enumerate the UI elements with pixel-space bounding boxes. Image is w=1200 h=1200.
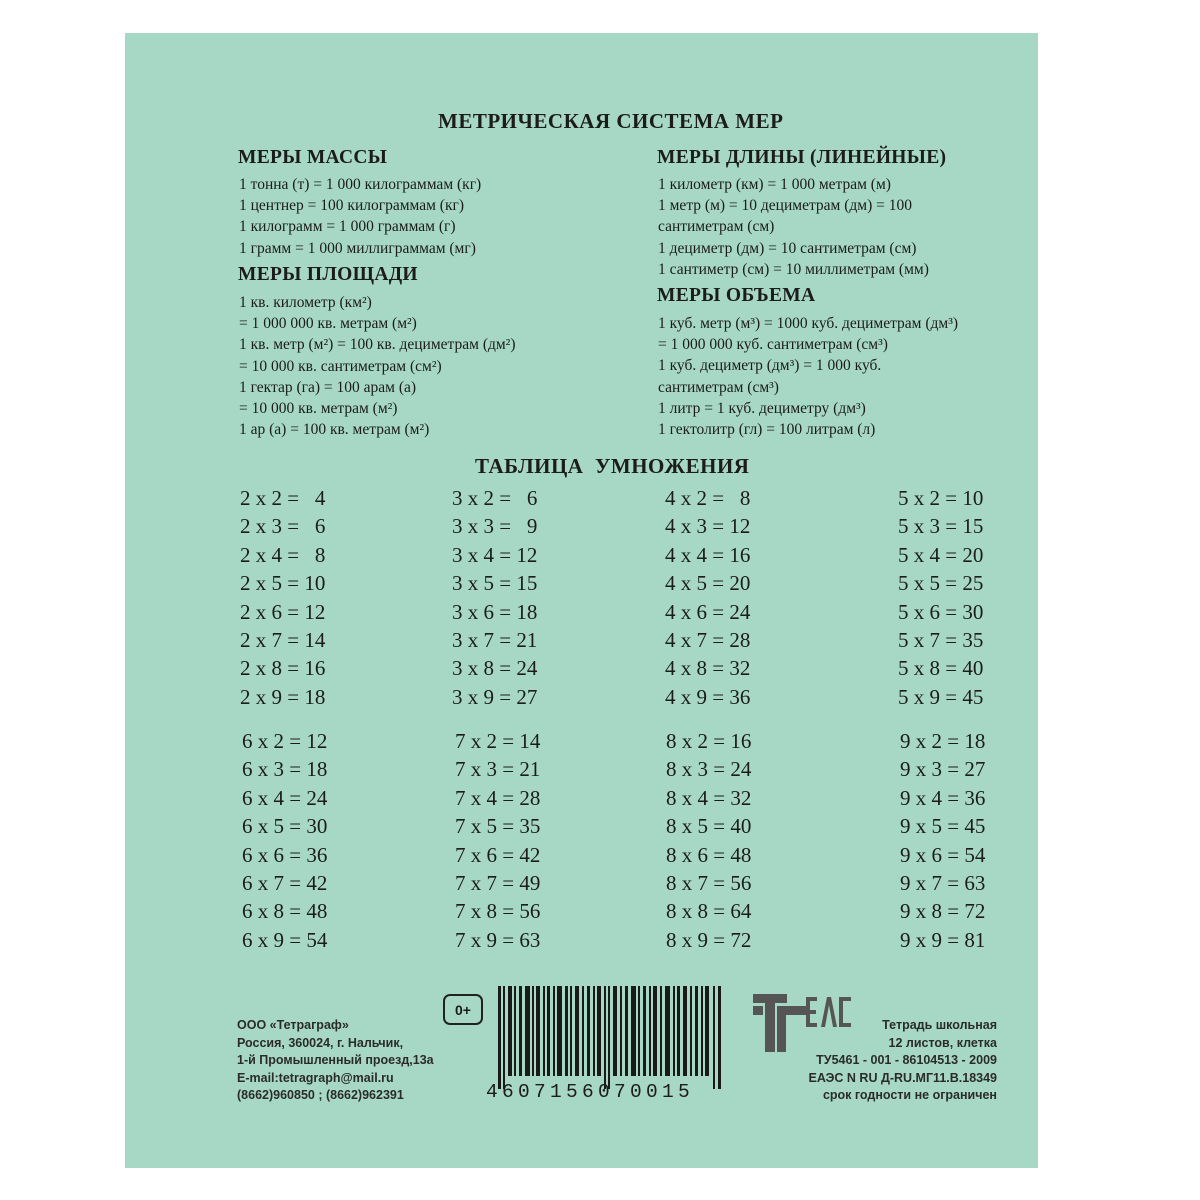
multiplication-row: 8 х 2 = 16	[666, 729, 752, 753]
barcode-number: 4607156070015	[486, 1081, 695, 1103]
product-line: ЕАЭС N RU Д-RU.МГ11.В.18349	[808, 1070, 997, 1085]
area-line: = 1 000 000 кв. метрам (м²)	[239, 315, 417, 333]
mass-heading: МЕРЫ МАССЫ	[238, 147, 388, 168]
multiplication-row: 2 х 4 = 8	[240, 542, 326, 567]
multiplication-row: 7 х 8 = 56	[455, 899, 541, 924]
multiplication-row: 2 х 6 = 12	[240, 599, 326, 624]
length-line: сантиметрам (см)	[658, 218, 775, 236]
multiplication-row: 4 х 7 = 28	[665, 628, 751, 653]
multiplication-row: 9 х 6 = 54	[900, 842, 986, 867]
length-list	[658, 174, 929, 280]
area-line: 1 кв. метр (м²) = 100 кв. дециметрам (дм²)	[239, 336, 516, 354]
multiplication-row: 7 х 2 = 14	[455, 729, 541, 753]
multiplication-row: 3 х 2 = 6	[452, 486, 538, 510]
multiplication-row: 6 х 6 = 36	[242, 842, 328, 867]
multiplication-row: 8 х 6 = 48	[666, 842, 752, 867]
multiplication-column-7	[455, 727, 540, 954]
multiplication-row: 6 х 4 = 24	[242, 785, 328, 810]
multiplication-row: 6 х 7 = 42	[242, 871, 328, 896]
area-line: = 10 000 кв. метрам (м²)	[239, 400, 398, 418]
multiplication-row: 6 х 8 = 48	[242, 899, 328, 924]
multiplication-row: 8 х 5 = 40	[666, 814, 752, 839]
length-line: 1 метр (м) = 10 дециметрам (дм) = 100	[658, 197, 912, 215]
multiplication-column-9	[900, 727, 985, 954]
multiplication-row: 4 х 9 = 36	[665, 684, 751, 709]
multiplication-row: 5 х 2 = 10	[898, 486, 984, 510]
multiplication-row: 8 х 8 = 64	[666, 899, 752, 924]
product-line: ТУ5461 - 001 - 86104513 - 2009	[816, 1053, 997, 1067]
volume-line: 1 литр = 1 куб. дециметру (дм³)	[658, 399, 866, 417]
multiplication-row: 6 х 9 = 54	[242, 927, 328, 952]
area-line: 1 гектар (га) = 100 арам (а)	[239, 378, 417, 396]
multiplication-row: 3 х 8 = 24	[452, 656, 538, 681]
area-line: 1 ар (а) = 100 кв. метрам (м²)	[239, 421, 430, 439]
multiplication-row: 6 х 2 = 12	[242, 729, 328, 753]
multiplication-column-5	[898, 484, 983, 711]
multiplication-row: 5 х 8 = 40	[898, 656, 984, 681]
volume-line: сантиметрам (см³)	[658, 378, 779, 396]
multiplication-row: 6 х 5 = 30	[242, 814, 328, 839]
volume-heading: МЕРЫ ОБЪЕМА	[657, 285, 816, 306]
multiplication-row: 5 х 4 = 20	[898, 542, 984, 567]
length-line: 1 километр (км) = 1 000 метрам (м)	[658, 176, 891, 193]
publisher-line: 1-й Промышленный проезд,13а	[237, 1053, 434, 1067]
mass-line: 1 килограмм = 1 000 граммам (г)	[239, 218, 456, 236]
volume-line: 1 гектолитр (гл) = 100 литрам (л)	[658, 421, 876, 439]
barcode-icon	[498, 986, 724, 1089]
multiplication-column-4	[665, 484, 750, 711]
multiplication-row: 2 х 3 = 6	[240, 514, 326, 539]
multiplication-row: 5 х 3 = 15	[898, 514, 984, 539]
product-line: срок годности не ограничен	[822, 1088, 997, 1102]
mass-line: 1 тонна (т) = 1 000 килограммам (кг)	[239, 176, 482, 193]
multiplication-row: 4 х 6 = 24	[665, 599, 751, 624]
publisher-line: (8662)960850 ; (8662)962391	[237, 1088, 404, 1102]
multiplication-row: 8 х 4 = 32	[666, 785, 752, 810]
multiplication-row: 4 х 4 = 16	[665, 542, 751, 567]
multiplication-row: 4 х 2 = 8	[665, 486, 751, 510]
multiplication-row: 3 х 6 = 18	[452, 599, 538, 624]
mass-line: 1 грамм = 1 000 миллиграммам (мг)	[239, 239, 476, 257]
multiplication-row: 3 х 3 = 9	[452, 514, 538, 539]
multiplication-row: 9 х 8 = 72	[900, 899, 986, 924]
multiplication-column-3	[452, 484, 537, 711]
mass-line: 1 центнер = 100 килограммам (кг)	[239, 197, 464, 215]
product-line: Тетрадь школьная	[882, 1018, 997, 1032]
multiplication-row: 7 х 6 = 42	[455, 842, 541, 867]
publisher-line: Россия, 360024, г. Нальчик,	[237, 1035, 404, 1050]
multiplication-row: 8 х 3 = 24	[666, 757, 752, 782]
page-title: МЕТРИЧЕСКАЯ СИСТЕМА МЕР	[438, 109, 784, 133]
publisher-line: E-mail:tetragraph@mail.ru	[237, 1070, 394, 1085]
multiplication-row: 2 х 2 = 4	[240, 486, 326, 510]
publisher-line: ООО «Тетраграф»	[237, 1018, 349, 1032]
length-line: 1 сантиметр (см) = 10 миллиметрам (мм)	[658, 260, 929, 278]
publisher-info	[237, 1017, 434, 1105]
multiplication-row: 8 х 7 = 56	[666, 871, 752, 896]
multiplication-row: 5 х 5 = 25	[898, 571, 984, 596]
mass-list	[239, 174, 481, 259]
multiplication-row: 3 х 4 = 12	[452, 542, 538, 567]
multiplication-row: 8 х 9 = 72	[666, 927, 752, 952]
multiplication-row: 3 х 9 = 27	[452, 684, 538, 709]
multiplication-row: 5 х 6 = 30	[898, 599, 984, 624]
multiplication-row: 2 х 8 = 16	[240, 656, 326, 681]
age-rating-badge: 0+	[443, 994, 483, 1025]
multiplication-row: 4 х 5 = 20	[665, 571, 751, 596]
multiplication-row: 5 х 7 = 35	[898, 628, 984, 653]
multiplication-row: 7 х 3 = 21	[455, 757, 541, 782]
multiplication-column-2	[240, 484, 325, 711]
multiplication-row: 9 х 4 = 36	[900, 785, 986, 810]
multiplication-column-6	[242, 727, 327, 954]
volume-list	[658, 313, 958, 440]
multiplication-row: 9 х 5 = 45	[900, 814, 986, 839]
multiplication-row: 5 х 9 = 45	[898, 684, 984, 709]
length-heading: МЕРЫ ДЛИНЫ (ЛИНЕЙНЫЕ)	[657, 147, 947, 168]
area-heading: МЕРЫ ПЛОЩАДИ	[238, 264, 418, 285]
multiplication-row: 4 х 8 = 32	[665, 656, 751, 681]
volume-line: 1 куб. дециметр (дм³) = 1 000 куб.	[658, 357, 882, 375]
multiplication-row: 6 х 3 = 18	[242, 757, 328, 782]
volume-line: = 1 000 000 куб. сантиметрам (см³)	[658, 336, 888, 354]
multiplication-row: 3 х 7 = 21	[452, 628, 538, 653]
multiplication-row: 9 х 9 = 81	[900, 927, 986, 952]
length-line: 1 дециметр (дм) = 10 сантиметрам (см)	[658, 239, 917, 257]
product-line: 12 листов, клетка	[888, 1035, 997, 1050]
multiplication-row: 7 х 9 = 63	[455, 927, 541, 952]
multiplication-row: 2 х 7 = 14	[240, 628, 326, 653]
multiplication-row: 4 х 3 = 12	[665, 514, 751, 539]
area-line: = 10 000 кв. сантиметрам (см²)	[239, 357, 442, 375]
product-info	[757, 1017, 997, 1105]
multiplication-row: 9 х 2 = 18	[900, 729, 986, 753]
multiplication-row: 2 х 9 = 18	[240, 684, 326, 709]
multiplication-row: 9 х 7 = 63	[900, 871, 986, 896]
volume-line: 1 куб. метр (м³) = 1000 куб. дециметрам (дм³)	[658, 315, 959, 332]
multiplication-column-8	[666, 727, 751, 954]
multiplication-row: 7 х 5 = 35	[455, 814, 541, 839]
multiplication-row: 3 х 5 = 15	[452, 571, 538, 596]
multiplication-row: 7 х 4 = 28	[455, 785, 541, 810]
area-line: 1 кв. километр (км²)	[239, 294, 372, 311]
multiplication-title: ТАБЛИЦА УМНОЖЕНИЯ	[475, 454, 750, 478]
multiplication-row: 2 х 5 = 10	[240, 571, 326, 596]
multiplication-row: 7 х 7 = 49	[455, 871, 541, 896]
area-list	[239, 292, 515, 440]
multiplication-row: 9 х 3 = 27	[900, 757, 986, 782]
